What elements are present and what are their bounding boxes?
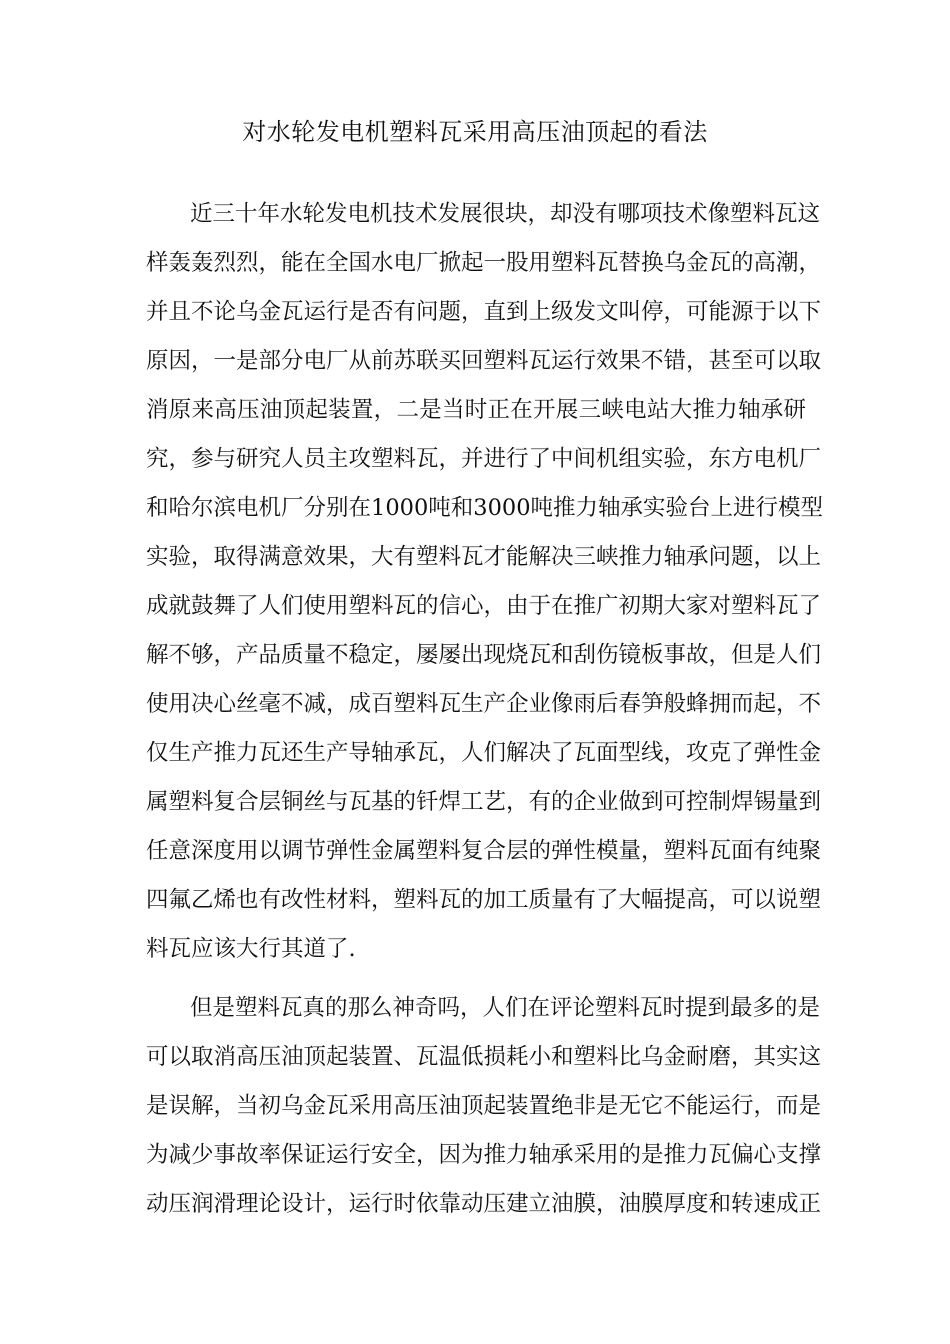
paragraph-1-line: 样轰轰烈烈，能在全国水电厂掀起一股用塑料瓦替换乌金瓦的高潮， (146, 250, 822, 276)
paragraph-1-line: 并且不论乌金瓦运行是否有问题，直到上级发文叫停，可能源于以下 (146, 299, 822, 325)
paragraph-2-line: 是误解，当初乌金瓦采用高压油顶起装置绝非是无它不能运行，而是 (146, 1093, 822, 1119)
paragraph-2-line: 但是塑料瓦真的那么神奇吗，人们在评论塑料瓦时提到最多的是 (190, 995, 821, 1021)
paragraph-1-line: 消原来高压油顶起装置，二是当时正在开展三峡电站大推力轴承研 (146, 397, 806, 423)
paragraph-1-line: 近三十年水轮发电机技术发展很块，却没有哪项技术像塑料瓦这 (190, 201, 821, 227)
paragraph-1-line: 究，参与研究人员主攻塑料瓦，并进行了中间机组实验，东方电机厂 (146, 446, 822, 472)
document-title: 对水轮发电机塑料瓦采用高压油顶起的看法 (242, 118, 708, 146)
paragraph-2-line: 为减少事故率保证运行安全，因为推力轴承采用的是推力瓦偏心支撑 (146, 1142, 822, 1168)
paragraph-2-line: 可以取消高压油顶起装置、瓦温低损耗小和塑料比乌金耐磨，其实这 (146, 1044, 822, 1070)
paragraph-1-line: 任意深度用以调节弹性金属塑料复合层的弹性模量，塑料瓦面有纯聚 (146, 838, 822, 864)
paragraph-1-line: 和哈尔滨电机厂分别在1000吨和3000吨推力轴承实验台上进行模型 (146, 495, 824, 521)
paragraph-1-line: 成就鼓舞了人们使用塑料瓦的信心，由于在推广初期大家对塑料瓦了 (146, 593, 822, 619)
paragraph-2-line: 动压润滑理论设计，运行时依靠动压建立油膜，油膜厚度和转速成正 (146, 1191, 822, 1217)
paragraph-1-line: 属塑料复合层铜丝与瓦基的钎焊工艺，有的企业做到可控制焊锡量到 (146, 789, 822, 815)
paragraph-1-line: 实验，取得满意效果，大有塑料瓦才能解决三峡推力轴承问题，以上 (146, 544, 822, 570)
paragraph-1-line: 仅生产推力瓦还生产导轴承瓦，人们解决了瓦面型线，攻克了弹性金 (146, 740, 822, 766)
paragraph-1-line: 料瓦应该大行其道了. (146, 936, 356, 962)
paragraph-1-line: 四氟乙烯也有改性材料，塑料瓦的加工质量有了大幅提高，可以说塑 (146, 887, 822, 913)
paragraph-1-line: 原因，一是部分电厂从前苏联买回塑料瓦运行效果不错，甚至可以取 (146, 348, 822, 374)
paragraph-1-line: 使用决心丝毫不减，成百塑料瓦生产企业像雨后春笋般蜂拥而起，不 (146, 691, 822, 717)
paragraph-1-line: 解不够，产品质量不稳定，屡屡出现烧瓦和刮伤镜板事故，但是人们 (146, 642, 822, 668)
